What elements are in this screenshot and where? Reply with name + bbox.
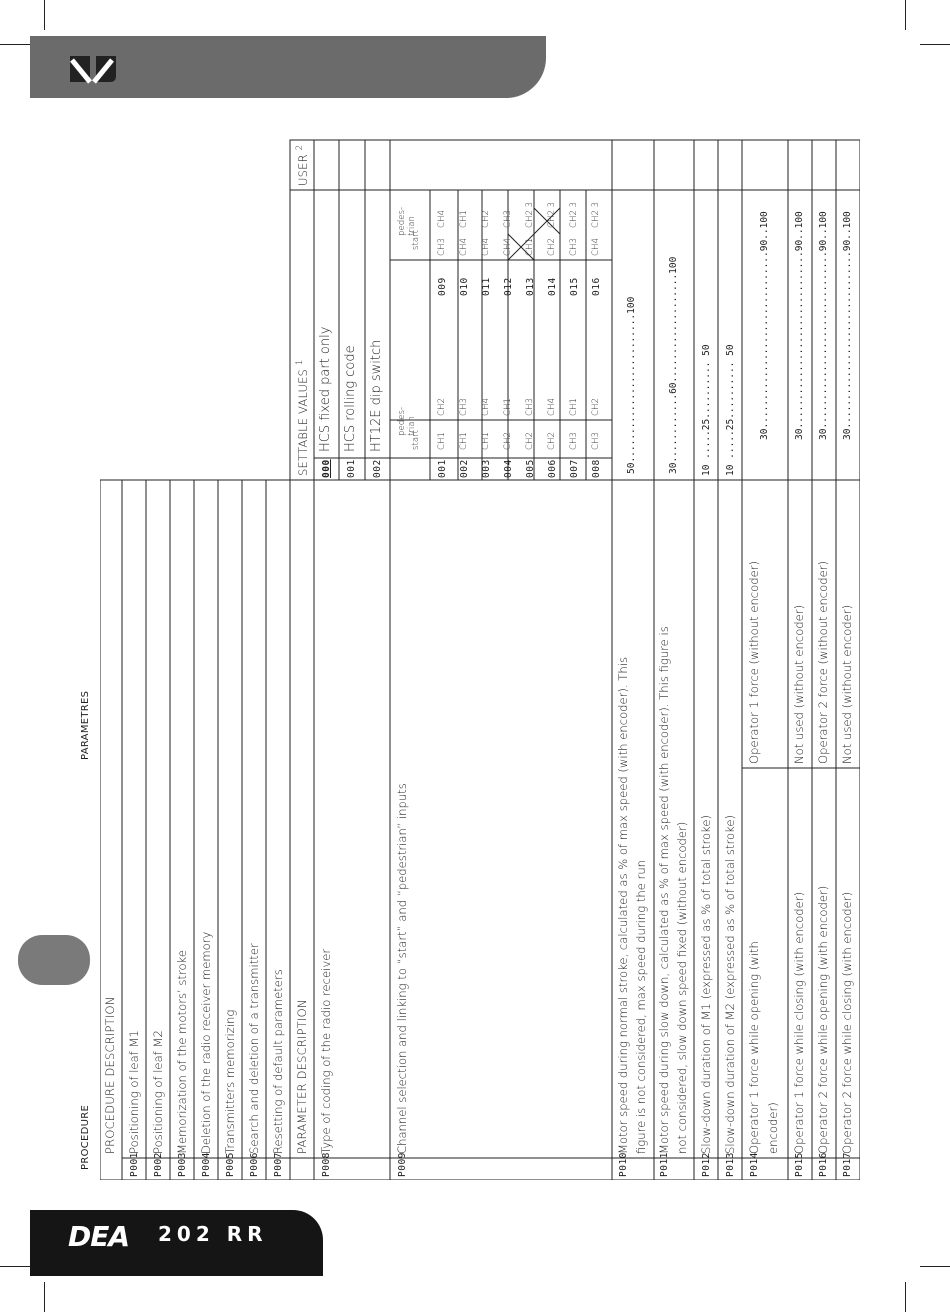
channel-pedestrian: CH1 <box>459 210 469 228</box>
procedure-code: P005 <box>225 1152 236 1177</box>
section-label-parameters: PARAMETRES <box>80 690 91 760</box>
param-desc: Slow-down duration of M2 (expressed as % of total stroke) <box>723 814 737 1154</box>
param-value: 30............60...................100 <box>668 256 679 474</box>
option-label: HCS fixed part only <box>318 326 333 452</box>
option-code: 000 <box>321 459 332 478</box>
parameter-table <box>80 130 860 1180</box>
param-value: 10 .....25.......... 50 <box>701 344 712 476</box>
param-code: P009 <box>397 1152 408 1177</box>
column-start: start <box>411 229 421 250</box>
channel-pedestrian: CH2 <box>481 210 491 228</box>
channel-pedestrian: CH4 <box>547 398 557 416</box>
param-desc-alt: Operator 2 force (without encoder) <box>816 560 830 764</box>
channel-start: CH3 <box>437 238 447 256</box>
procedure-code: P001 <box>129 1152 140 1177</box>
procedure-title: PROCEDURE DESCRIPTION <box>103 996 117 1154</box>
param-desc: encoder) <box>766 1102 780 1154</box>
channel-code: 015 <box>569 277 580 296</box>
channel-start: CH2 <box>547 238 557 256</box>
settable-values-header: SETTABLE VALUES $^1$ <box>295 359 310 476</box>
param-desc: Type of coding of the radio receiver <box>319 948 333 1154</box>
param-desc-alt: Not used (without encoder) <box>840 604 854 764</box>
crop-mark <box>44 0 45 30</box>
channel-start: CH2 <box>525 432 535 450</box>
brand-logo: DEA <box>68 1220 130 1253</box>
channel-pedestrian: CH4 <box>481 398 491 416</box>
user-header: USER $^2$ <box>295 144 310 186</box>
channel-code: 006 <box>547 459 558 478</box>
crop-mark <box>0 44 30 45</box>
side-tab <box>18 935 90 985</box>
channel-pedestrian: CH1 <box>503 398 513 416</box>
param-code: P016 <box>818 1152 829 1177</box>
param-code: P011 <box>659 1152 670 1177</box>
channel-start: CH1 <box>481 432 491 450</box>
param-value: 30...............................90..100 <box>818 211 829 440</box>
procedure-desc: Transmitters memorizing <box>223 1009 237 1154</box>
crop-mark <box>905 0 906 30</box>
channel-start: CH4 <box>503 238 513 256</box>
param-code: P015 <box>794 1152 805 1177</box>
column-pedestrian: pedes- <box>397 206 407 236</box>
channel-code: 002 <box>459 459 470 478</box>
channel-start: CH4 <box>481 238 491 256</box>
section-label-procedure: PROCEDURE <box>80 1104 91 1170</box>
procedure-code: P004 <box>201 1152 212 1177</box>
param-desc-alt: Operator 1 force (without encoder) <box>747 560 761 764</box>
channel-pedestrian: CH2 <box>437 398 447 416</box>
procedure-desc: Deletion of the radio receiver memory <box>199 931 213 1154</box>
channel-start: CH3 <box>569 238 579 256</box>
param-value: 30...............................90..100 <box>759 211 770 440</box>
crop-mark <box>0 1266 30 1267</box>
channel-pedestrian: CH4 <box>437 210 447 228</box>
channel-start: CH3 <box>569 432 579 450</box>
param-desc: Operator 1 force while opening (with <box>747 941 761 1154</box>
procedure-code: P003 <box>177 1152 188 1177</box>
channel-code: 004 <box>503 459 514 478</box>
column-pedestrian: pedes- <box>397 406 407 436</box>
procedure-code: P007 <box>273 1152 284 1177</box>
param-value: 50..........................100 <box>626 296 637 474</box>
procedure-code: P006 <box>249 1152 260 1177</box>
procedure-desc: Positioning of leaf M2 <box>151 1030 165 1154</box>
procedure-code: P002 <box>153 1152 164 1177</box>
option-code: 002 <box>372 459 383 478</box>
column-start: start <box>411 429 421 450</box>
param-code: P010 <box>618 1152 629 1177</box>
channel-start: CH4 <box>591 238 601 256</box>
param-value: 30...............................90..100 <box>842 211 853 440</box>
param-code: P008 <box>321 1152 332 1177</box>
crop-mark <box>920 44 950 45</box>
logo <box>66 52 120 86</box>
param-code: P014 <box>749 1152 760 1177</box>
param-desc: Operator 1 force while closing (with encoder) <box>792 891 806 1154</box>
crop-mark <box>44 1282 45 1312</box>
channel-pedestrian: CH3 <box>525 398 535 416</box>
param-code: P013 <box>725 1152 736 1177</box>
channel-code: 010 <box>459 277 470 296</box>
param-desc: Motor speed during slow down, calculated as % of max speed (with encoder). This figure is <box>657 626 671 1154</box>
channel-code: 009 <box>437 277 448 296</box>
channel-pedestrian: CH2 3 <box>547 201 557 228</box>
option-label: HCS rolling code <box>343 345 358 452</box>
channel-start: CH2 <box>503 432 513 450</box>
param-desc-alt: Not used (without encoder) <box>792 604 806 764</box>
channel-code: 016 <box>591 277 602 296</box>
option-label: HT12E dip switch <box>369 339 384 452</box>
model-name: 202 RR <box>158 1222 268 1246</box>
channel-pedestrian: CH2 <box>591 398 601 416</box>
column-pedestrian: trian <box>407 415 417 436</box>
param-desc: Slow-down duration of M1 (expressed as % of total stroke) <box>699 814 713 1154</box>
channel-code: 001 <box>437 459 448 478</box>
param-desc: Operator 2 force while opening (with encoder) <box>816 885 830 1154</box>
channel-code: 005 <box>525 459 536 478</box>
channel-code: 014 <box>547 277 558 296</box>
channel-code: 003 <box>481 459 492 478</box>
parameter-title: PARAMETER DESCRIPTION <box>295 999 309 1154</box>
param-desc: Motor speed during normal stroke, calculated as % of max speed (with encoder). This <box>616 656 630 1154</box>
channel-start: CH4 <box>459 238 469 256</box>
param-desc: Channel selection and linking to “start” and “pedestrian” inputs <box>395 783 409 1154</box>
channel-pedestrian: CH3 <box>503 210 513 228</box>
channel-code: 012 <box>503 277 514 296</box>
channel-start: CH2 <box>547 432 557 450</box>
param-value: 30...............................90..100 <box>794 211 805 440</box>
param-desc: figure is not considered, max speed during the run <box>634 859 648 1154</box>
param-value: 10 .....25.......... 50 <box>725 344 736 476</box>
procedure-desc: Search and deletion of a transmitter <box>247 943 261 1154</box>
channel-code: 013 <box>525 277 536 296</box>
procedure-desc: Resetting of default parameters <box>271 969 285 1154</box>
channel-code: 011 <box>481 277 492 296</box>
channel-pedestrian: CH2 3 <box>525 201 535 228</box>
channel-pedestrian: CH3 <box>459 398 469 416</box>
param-desc: not considered, slow down speed fixed (without encoder) <box>675 821 689 1154</box>
channel-pedestrian: CH2 3 <box>569 201 579 228</box>
procedure-desc: Positioning of leaf M1 <box>127 1030 141 1154</box>
channel-start: CH1 <box>459 432 469 450</box>
channel-start: CH1 <box>437 432 447 450</box>
param-code: P017 <box>842 1152 853 1177</box>
channel-code: 007 <box>569 459 580 478</box>
channel-start: CH3 <box>591 432 601 450</box>
crop-mark <box>920 1266 950 1267</box>
param-desc: Operator 2 force while closing (with encoder) <box>840 891 854 1154</box>
procedure-desc: Memorization of the motors’ stroke <box>175 950 189 1154</box>
channel-pedestrian: CH2 3 <box>591 201 601 228</box>
crop-mark <box>905 1282 906 1312</box>
param-code: P012 <box>701 1152 712 1177</box>
channel-start: CH1 <box>525 238 535 256</box>
channel-code: 008 <box>591 459 602 478</box>
channel-pedestrian: CH1 <box>569 398 579 416</box>
option-code: 001 <box>346 459 357 478</box>
column-pedestrian: trian <box>407 215 417 236</box>
